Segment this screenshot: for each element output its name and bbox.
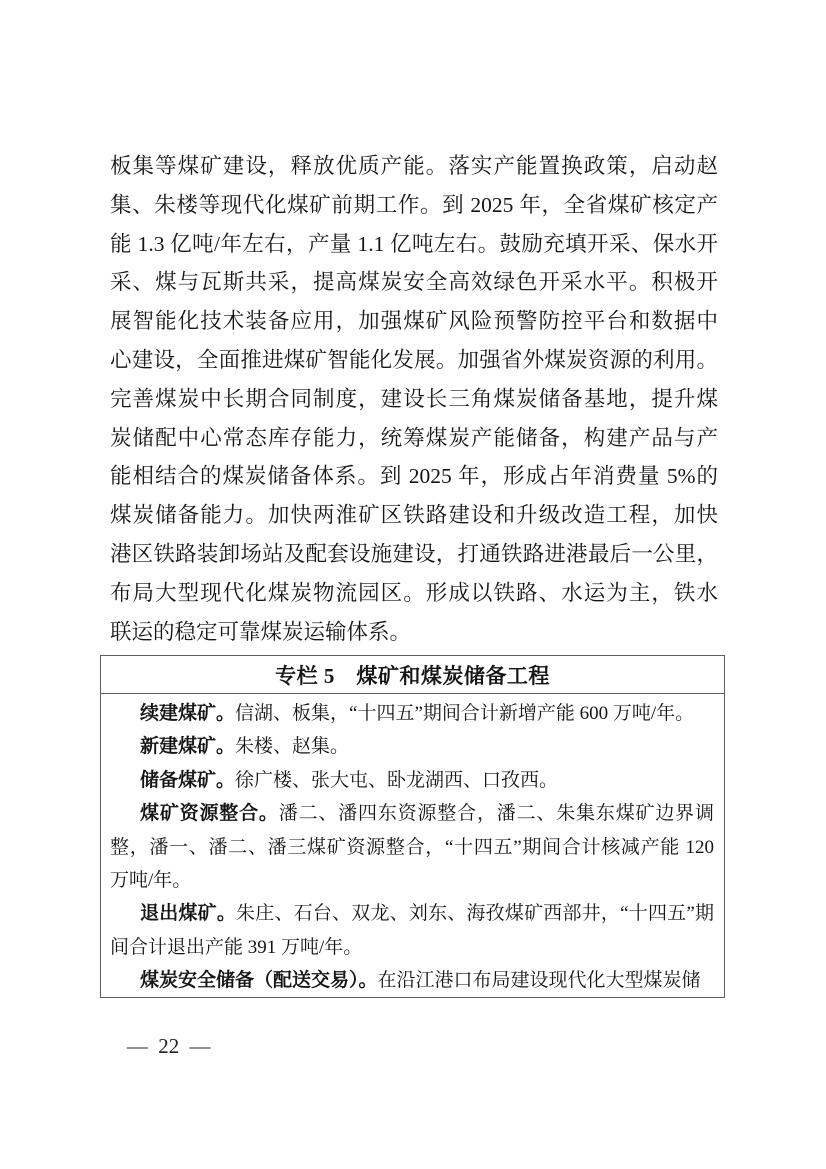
body-line: 联运的稳定可靠煤炭运输体系。 bbox=[110, 619, 412, 644]
panel-body bbox=[101, 694, 724, 998]
panel-entry-label: 煤炭安全储备（配送交易）。 bbox=[140, 970, 378, 992]
body-line: 展智能化技术装备应用，加强煤矿风险预警防控平台和数据中 bbox=[110, 309, 718, 334]
body-line: 港区铁路装卸场站及配套设施建设，打通铁路进港最后一公里， bbox=[110, 541, 718, 566]
body-line: 炭储配中心常态库存能力，统筹煤炭产能储备，构建产品与产 bbox=[110, 425, 718, 450]
panel-entry-text: 潘二、潘四东资源整合，潘二、朱集东煤矿边界调整，潘一、潘二、潘三煤矿资源整合，“十四五”期间合计核减产能 120 万吨/年。 bbox=[110, 803, 714, 892]
panel-title: 专栏 5 煤矿和煤炭储备工程 bbox=[275, 663, 550, 688]
panel-entry bbox=[110, 730, 714, 763]
body-line: 完善煤炭中长期合同制度，建设长三角煤炭储备基地，提升煤 bbox=[110, 386, 718, 411]
body-paragraph bbox=[110, 147, 718, 651]
body-line: 心建设，全面推进煤矿智能化发展。加强省外煤炭资源的利用。 bbox=[110, 347, 718, 372]
body-line: 板集等煤矿建设，释放优质产能。落实产能置换政策，启动赵 bbox=[110, 154, 718, 178]
panel-entry-label: 煤矿资源整合。 bbox=[140, 803, 279, 825]
panel-entry-label: 续建煤矿。 bbox=[140, 703, 236, 724]
panel-entry bbox=[110, 764, 714, 797]
panel-entry bbox=[110, 964, 714, 997]
page-number: — 22 — bbox=[127, 1034, 211, 1058]
body-line: 煤炭储备能力。加快两淮矿区铁路建设和升级改造工程，加快 bbox=[110, 503, 718, 528]
panel-entry-label: 储备煤矿。 bbox=[140, 769, 236, 791]
panel-entry-text: 朱庄、石台、双龙、刘东、海孜煤矿西部井，“十四五”期间合计退出产能 391 万吨/年。 bbox=[110, 903, 714, 958]
panel-entry-label: 新建煤矿。 bbox=[140, 736, 236, 758]
panel-entry bbox=[110, 697, 714, 730]
panel-entry-label: 退出煤矿。 bbox=[140, 903, 237, 925]
body-line: 能相结合的煤炭储备体系。到 2025 年，形成占年消费量 5%的 bbox=[110, 464, 718, 489]
panel-entry-text: 徐广楼、张大屯、卧龙湖西、口孜西。 bbox=[235, 769, 559, 791]
panel-header bbox=[101, 656, 724, 694]
panel-entry-text: 信湖、板集，“十四五”期间合计新增产能 600 万吨/年。 bbox=[235, 703, 695, 724]
body-line: 采、煤与瓦斯共采，提高煤炭安全高效绿色开采水平。积极开 bbox=[110, 270, 718, 295]
panel-entry-text: 朱楼、赵集。 bbox=[235, 736, 350, 758]
body-line: 布局大型现代化煤炭物流园区。形成以铁路、水运为主，铁水 bbox=[110, 580, 718, 605]
panel-entry bbox=[110, 897, 714, 964]
panel-entry bbox=[110, 797, 714, 897]
panel-entry-text: 在沿江港口布局建设现代化大型煤炭储 bbox=[377, 970, 701, 992]
column-panel bbox=[100, 655, 725, 998]
body-line: 集、朱楼等现代化煤矿前期工作。到 2025 年，全省煤矿核定产 bbox=[110, 192, 718, 217]
body-line: 能 1.3 亿吨/年左右，产量 1.1 亿吨左右。鼓励充填开采、保水开 bbox=[110, 231, 718, 256]
